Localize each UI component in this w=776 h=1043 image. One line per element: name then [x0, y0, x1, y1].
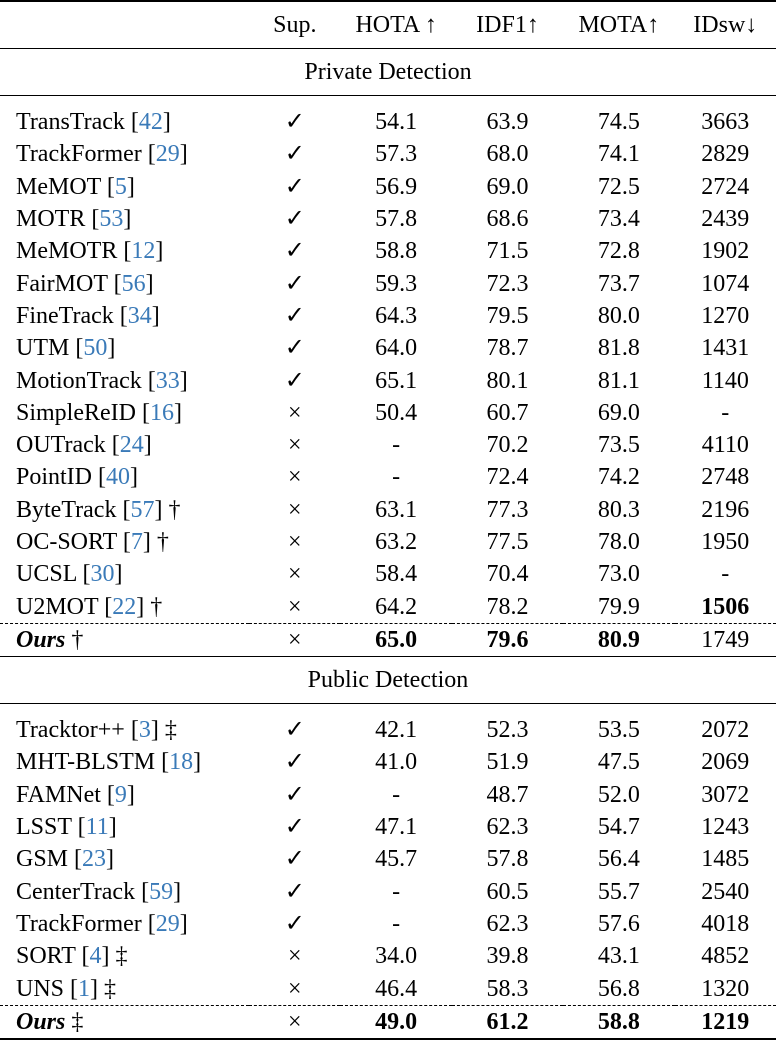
supervision-mark: × — [249, 1005, 340, 1039]
method-name: SORT — [16, 943, 76, 970]
header-idf1: IDF1↑ — [476, 12, 539, 38]
method-cell: MeMOTR [12] — [16, 238, 164, 265]
method-name: MOTR — [16, 206, 86, 233]
section-header-row — [0, 657, 776, 704]
method-name: Ours — [16, 626, 66, 653]
idsw-value: 4852 — [701, 943, 750, 970]
method-name: OUTrack — [16, 432, 106, 459]
method-cell: OUTrack [24] — [16, 432, 152, 459]
table-row — [0, 461, 776, 493]
citation-link[interactable]: 11 — [85, 814, 109, 841]
hota-value: 42.1 — [375, 717, 418, 744]
mota-value: 80.0 — [597, 302, 640, 329]
method-cell: SimpleReID [16] — [16, 399, 182, 426]
hota-value: - — [392, 878, 401, 905]
supervision-mark: ✓ — [284, 749, 305, 776]
hota-value: 50.4 — [375, 399, 418, 426]
supervision-mark: × — [288, 496, 302, 523]
idsw-value: 1074 — [701, 270, 750, 297]
idsw-value: 1506 — [701, 593, 750, 620]
table-row — [0, 300, 776, 332]
supervision-mark: × — [288, 943, 302, 970]
table-row — [0, 494, 776, 526]
table-row — [0, 940, 776, 972]
method-name: UTM — [16, 335, 70, 362]
mota-value: 74.5 — [597, 109, 640, 136]
table-row — [0, 235, 776, 267]
idsw-value: 1243 — [701, 814, 750, 841]
supervision-mark: ✓ — [284, 335, 305, 362]
idf1-value: 60.7 — [486, 399, 529, 426]
supervision-mark: × — [288, 399, 302, 426]
idsw-value: - — [721, 399, 730, 426]
method-cell: OC-SORT [7] † — [16, 529, 169, 555]
supervision-mark: ✓ — [284, 270, 305, 297]
hota-value: 47.1 — [375, 814, 418, 841]
supervision-mark: ✓ — [284, 910, 305, 937]
mota-value: 53.5 — [597, 717, 640, 744]
hota-value: 57.8 — [375, 206, 418, 233]
method-name: FAMNet — [16, 781, 101, 808]
supervision-mark: ✓ — [284, 814, 305, 841]
idf1-value: 72.3 — [486, 270, 529, 297]
supervision-mark: ✓ — [284, 109, 305, 136]
mota-value: 69.0 — [597, 399, 640, 426]
idf1-value: 68.0 — [486, 141, 529, 168]
mota-value: 56.8 — [597, 975, 640, 1002]
citation-link[interactable]: 30 — [90, 561, 115, 588]
supervision-mark: ✓ — [284, 173, 305, 200]
method-cell: ByteTrack [57] † — [16, 496, 181, 523]
supervision-mark: ✓ — [284, 141, 305, 168]
table-row — [0, 746, 776, 778]
method-name: MHT-BLSTM — [16, 749, 156, 776]
supervision-mark: ✓ — [284, 302, 305, 329]
section-header-row — [0, 49, 776, 96]
idsw-value: 1219 — [675, 1005, 776, 1039]
supervision-mark: × — [288, 975, 302, 1002]
hota-value: 63.2 — [375, 529, 418, 555]
hota-value: 65.1 — [375, 367, 418, 394]
method-cell: PointID [40] — [16, 464, 139, 491]
idf1-value: 61.2 — [452, 1005, 563, 1039]
idsw-value: 2540 — [701, 878, 750, 905]
hota-value: 46.4 — [375, 975, 418, 1002]
method-cell: MHT-BLSTM [18] — [16, 749, 202, 776]
ours-row — [0, 1005, 776, 1039]
method-cell — [0, 623, 249, 656]
idf1-value: 80.1 — [486, 367, 529, 394]
hota-value: 45.7 — [375, 846, 418, 873]
citation-link[interactable]: 1 — [78, 975, 91, 1002]
table-row — [0, 332, 776, 364]
table-row — [0, 364, 776, 396]
idf1-value: 57.8 — [486, 846, 529, 873]
method-name: MeMOTR — [16, 238, 118, 265]
idsw-value: 1270 — [701, 302, 750, 329]
hota-value: - — [392, 781, 401, 808]
idf1-value: 58.3 — [486, 975, 529, 1002]
table-row — [0, 171, 776, 203]
hota-value: 63.1 — [375, 496, 418, 523]
footnote-mark: † — [156, 529, 169, 555]
idsw-value: 2069 — [701, 749, 750, 776]
method-cell: MotionTrack [33] — [16, 367, 188, 394]
idf1-value: 70.2 — [486, 432, 529, 459]
citation-link[interactable]: 16 — [150, 399, 174, 426]
method-name: CenterTrack — [16, 878, 136, 905]
idf1-value: 62.3 — [486, 814, 529, 841]
footnote-mark: † — [150, 593, 163, 620]
mota-value: 43.1 — [597, 943, 640, 970]
mota-value: 73.0 — [597, 561, 640, 588]
idf1-value: 79.6 — [452, 623, 563, 656]
method-cell: TrackFormer [29] — [16, 141, 188, 168]
method-name: UCSL — [16, 561, 77, 588]
mota-value: 72.5 — [597, 173, 640, 200]
supervision-mark: ✓ — [284, 367, 305, 394]
idsw-value: 1749 — [675, 623, 776, 656]
table-row — [0, 779, 776, 811]
idsw-value: 2724 — [701, 173, 750, 200]
hota-value: 49.0 — [340, 1005, 452, 1039]
idsw-value: 2196 — [701, 496, 750, 523]
method-name: GSM — [16, 846, 69, 873]
citation-link[interactable]: 18 — [169, 749, 194, 776]
idsw-value: 2829 — [701, 141, 750, 168]
idf1-value: 51.9 — [486, 749, 529, 776]
citation-link[interactable]: 53 — [99, 206, 124, 233]
mota-value: 78.0 — [597, 529, 640, 555]
mota-value: 72.8 — [597, 238, 640, 265]
mota-value: 54.7 — [597, 814, 640, 841]
method-cell: TrackFormer [29] — [16, 910, 188, 937]
supervision-mark: ✓ — [284, 878, 305, 905]
idf1-value: 69.0 — [486, 173, 529, 200]
idf1-value: 48.7 — [486, 781, 529, 808]
mota-value: 73.5 — [597, 432, 640, 459]
footnote-mark: † — [71, 626, 84, 653]
hota-value: 64.2 — [375, 593, 418, 620]
method-cell: U2MOT [22] † — [16, 593, 163, 620]
citation-link[interactable]: 4 — [89, 943, 102, 970]
supervision-mark: × — [249, 623, 340, 656]
method-name: OC-SORT — [16, 529, 117, 555]
mota-value: 74.2 — [597, 464, 640, 491]
idsw-value: 1902 — [701, 238, 750, 265]
method-name: U2MOT — [16, 593, 99, 620]
idsw-value: 1950 — [701, 529, 750, 555]
table-row — [0, 203, 776, 235]
table-row — [0, 397, 776, 429]
citation-link[interactable]: 3 — [138, 717, 151, 744]
section-title: Private Detection — [304, 59, 472, 85]
footnote-mark: † — [168, 496, 181, 523]
idf1-value: 71.5 — [486, 238, 529, 265]
citation-link[interactable]: 50 — [83, 335, 108, 362]
method-name: FairMOT — [16, 270, 108, 297]
method-name: ByteTrack — [16, 496, 117, 523]
idf1-value: 77.3 — [486, 496, 529, 523]
table-row — [0, 526, 776, 558]
idsw-value: 1140 — [701, 367, 749, 394]
idsw-value: 1485 — [701, 846, 750, 873]
method-cell: FairMOT [56] — [16, 270, 154, 297]
mota-value: 80.3 — [597, 496, 640, 523]
mota-value: 57.6 — [597, 910, 640, 937]
supervision-mark: ✓ — [284, 846, 305, 873]
method-cell: MOTR [53] — [16, 206, 132, 233]
citation-link[interactable]: 5 — [114, 173, 127, 200]
method-name: MeMOT — [16, 173, 101, 200]
hota-value: 57.3 — [375, 141, 418, 168]
method-cell: Tracktor++ [3] ‡ — [16, 717, 177, 744]
idsw-value: 1431 — [701, 335, 750, 362]
method-name: TrackFormer — [16, 910, 142, 937]
idf1-value: 77.5 — [486, 529, 529, 555]
footnote-mark: ‡ — [71, 1008, 84, 1035]
table-row — [0, 267, 776, 299]
mota-value: 73.7 — [597, 270, 640, 297]
supervision-mark: ✓ — [284, 206, 305, 233]
method-name: UNS — [16, 975, 65, 1002]
header-row — [0, 1, 776, 49]
idf1-value: 63.9 — [486, 109, 529, 136]
mota-value: 81.1 — [597, 367, 640, 394]
hota-value: 56.9 — [375, 173, 418, 200]
idf1-value: 52.3 — [486, 717, 529, 744]
footnote-mark: ‡ — [104, 975, 117, 1002]
table-row — [0, 876, 776, 908]
method-cell: MeMOT [5] — [16, 173, 135, 200]
header-hota: HOTA ↑ — [355, 12, 437, 38]
mota-value: 55.7 — [597, 878, 640, 905]
table-row — [0, 96, 776, 139]
method-name: MotionTrack — [16, 367, 142, 394]
method-name: FineTrack — [16, 302, 114, 329]
idf1-value: 62.3 — [486, 910, 529, 937]
hota-value: 65.0 — [340, 623, 452, 656]
supervision-mark: ✓ — [284, 781, 305, 808]
idf1-value: 68.6 — [486, 206, 529, 233]
citation-link[interactable]: 7 — [130, 529, 143, 555]
method-name: PointID — [16, 464, 93, 491]
citation-link[interactable]: 57 — [130, 496, 155, 523]
table-row — [0, 138, 776, 170]
citation-link[interactable]: 29 — [155, 141, 180, 168]
table-row — [0, 704, 776, 747]
header-method — [0, 1, 249, 49]
idsw-value: 3663 — [701, 109, 750, 136]
hota-value: 58.8 — [375, 238, 418, 265]
idsw-value: 3072 — [701, 781, 750, 808]
mota-value: 73.4 — [597, 206, 640, 233]
hota-value: 41.0 — [375, 749, 418, 776]
method-cell — [0, 1005, 249, 1039]
idf1-value: 79.5 — [486, 302, 529, 329]
table-body — [0, 49, 776, 1040]
idsw-value: 4110 — [701, 432, 749, 459]
header-sup: Sup. — [273, 12, 317, 38]
hota-value: - — [392, 464, 401, 491]
hota-value: - — [392, 432, 401, 459]
citation-link[interactable]: 22 — [112, 593, 137, 620]
table-row — [0, 811, 776, 843]
idf1-value: 72.4 — [486, 464, 529, 491]
hota-value: 34.0 — [375, 943, 418, 970]
hota-value: 64.0 — [375, 335, 418, 362]
idsw-value: 2439 — [701, 206, 750, 233]
method-cell: UTM [50] — [16, 335, 116, 362]
idsw-value: 4018 — [701, 910, 750, 937]
citation-link[interactable]: 42 — [138, 109, 163, 136]
supervision-mark: × — [288, 529, 302, 555]
supervision-mark: ✓ — [284, 238, 305, 265]
citation-link[interactable]: 33 — [155, 367, 180, 394]
method-cell: CenterTrack [59] — [16, 878, 182, 905]
method-cell: LSST [11] — [16, 814, 117, 841]
citation-link[interactable]: 9 — [114, 781, 127, 808]
method-cell: SORT [4] ‡ — [16, 943, 128, 970]
supervision-mark: × — [288, 593, 302, 620]
hota-value: 64.3 — [375, 302, 418, 329]
mota-value: 47.5 — [597, 749, 640, 776]
footnote-mark: ‡ — [115, 943, 128, 970]
method-cell: UCSL [30] — [16, 561, 123, 588]
hota-value: 54.1 — [375, 109, 418, 136]
table-row — [0, 558, 776, 590]
idsw-value: 2748 — [701, 464, 750, 491]
method-cell: FineTrack [34] — [16, 302, 160, 329]
method-cell: FAMNet [9] — [16, 781, 135, 808]
citation-link[interactable]: 29 — [155, 910, 180, 937]
mota-value: 58.8 — [563, 1005, 674, 1039]
table-row — [0, 972, 776, 1005]
mota-value: 79.9 — [597, 593, 640, 620]
idf1-value: 39.8 — [486, 943, 529, 970]
mota-value: 52.0 — [597, 781, 640, 808]
method-name: LSST — [16, 814, 72, 841]
table-row — [0, 429, 776, 461]
supervision-mark: × — [288, 561, 302, 588]
idsw-value: - — [721, 561, 730, 588]
table-row — [0, 908, 776, 940]
supervision-mark: ✓ — [284, 717, 305, 744]
table-row — [0, 590, 776, 623]
method-cell: UNS [1] ‡ — [16, 975, 117, 1002]
method-name: Ours — [16, 1008, 66, 1035]
supervision-mark: × — [288, 464, 302, 491]
footnote-mark: ‡ — [164, 717, 177, 744]
mota-value: 74.1 — [597, 141, 640, 168]
method-name: Tracktor++ — [16, 717, 125, 744]
idf1-value: 60.5 — [486, 878, 529, 905]
mota-value: 80.9 — [563, 623, 674, 656]
citation-link[interactable]: 40 — [106, 464, 131, 491]
header-mota: MOTA↑ — [578, 12, 660, 38]
idsw-value: 2072 — [701, 717, 750, 744]
citation-link[interactable]: 24 — [119, 432, 144, 459]
mota-value: 81.8 — [597, 335, 640, 362]
idsw-value: 1320 — [701, 975, 750, 1002]
method-cell: TransTrack [42] — [16, 109, 171, 136]
idf1-value: 78.7 — [486, 335, 529, 362]
method-name: TransTrack — [16, 109, 125, 136]
method-name: SimpleReID — [16, 399, 136, 426]
citation-link[interactable]: 12 — [131, 238, 156, 265]
supervision-mark: × — [288, 432, 302, 459]
mota-value: 56.4 — [597, 846, 640, 873]
hota-value: 58.4 — [375, 561, 418, 588]
hota-value: 59.3 — [375, 270, 418, 297]
idf1-value: 70.4 — [486, 561, 529, 588]
section-title: Public Detection — [307, 667, 469, 694]
citation-link[interactable]: 34 — [127, 302, 152, 329]
method-cell: GSM [23] — [16, 846, 115, 873]
citation-link[interactable]: 59 — [149, 878, 174, 905]
idf1-value: 78.2 — [486, 593, 529, 620]
header-idsw: IDsw↓ — [693, 12, 758, 38]
citation-link[interactable]: 23 — [82, 846, 107, 873]
hota-value: - — [392, 910, 401, 937]
table-row — [0, 843, 776, 875]
method-name: TrackFormer — [16, 141, 142, 168]
ours-row — [0, 623, 776, 656]
citation-link[interactable]: 56 — [121, 270, 146, 297]
